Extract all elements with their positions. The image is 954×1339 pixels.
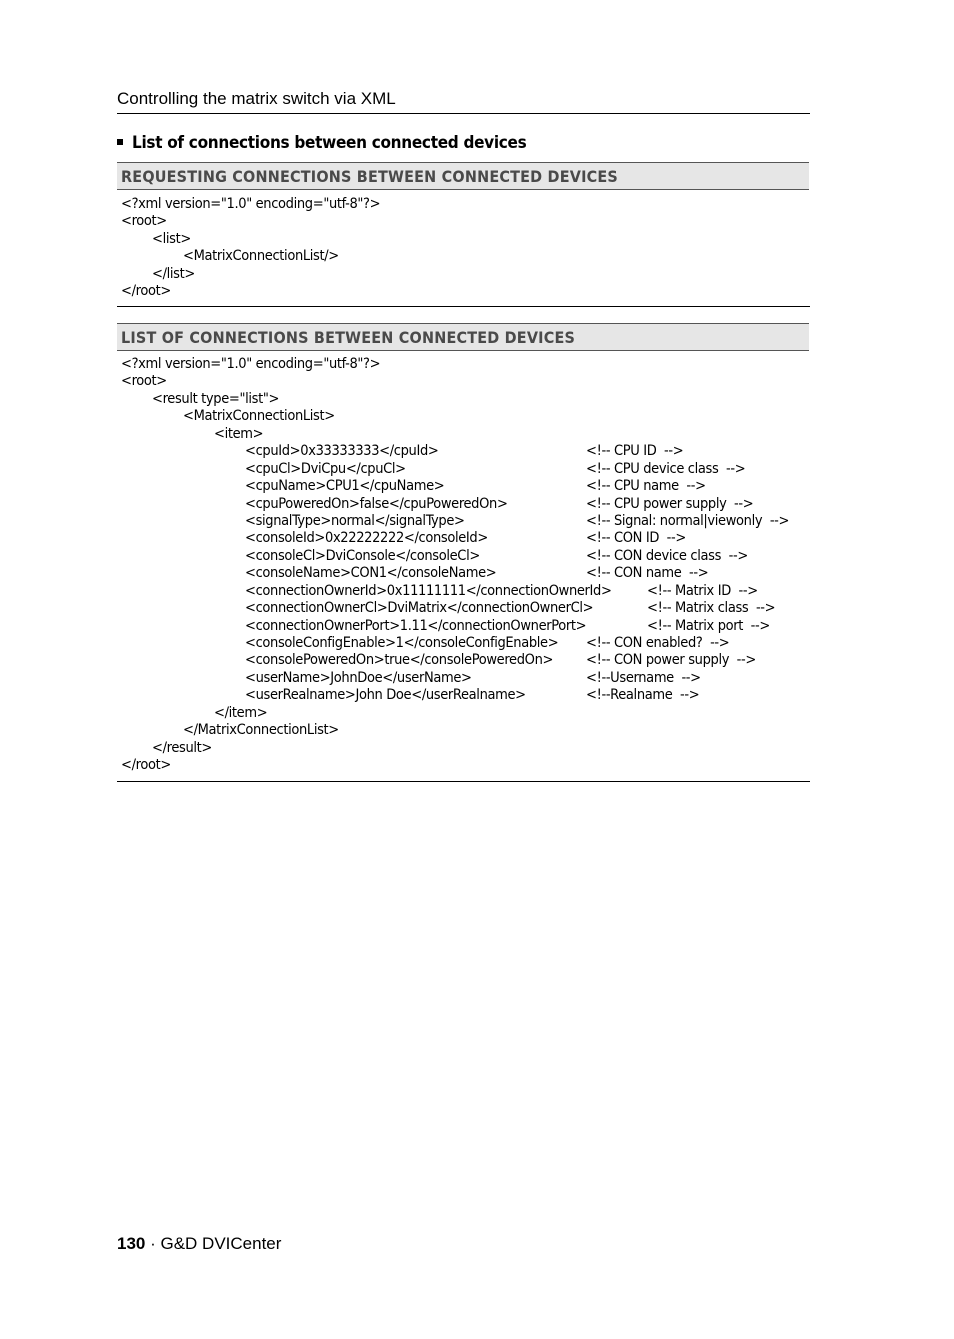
code-text: <MatrixConnectionList/>: [183, 248, 339, 265]
code-comment: <!--Username -->: [586, 669, 701, 686]
code-line: [117, 283, 810, 300]
code-line: [117, 600, 810, 617]
code-comment: <!-- Matrix port -->: [647, 617, 770, 634]
code-line: [117, 213, 810, 230]
code-line: [117, 478, 810, 495]
code-line: [117, 705, 810, 722]
code-text: <cpuPoweredOn>false</cpuPoweredOn>: [245, 495, 508, 512]
code-text: </item>: [214, 704, 268, 721]
code-line: [117, 757, 810, 774]
code-text: <connectionOwnerCl>DviMatrix</connectionOwnerCl>: [245, 600, 594, 617]
code-text: <root>: [121, 213, 167, 230]
running-title: Controlling the matrix switch via XML: [117, 89, 396, 108]
code-line: [117, 266, 810, 283]
code-text: </result>: [152, 739, 212, 756]
code-text: <consoleId>0x22222222</consoleId>: [245, 530, 488, 547]
code-text: <consolePoweredOn>true</consolePoweredOn>: [245, 652, 554, 669]
code-comment: <!-- CON name -->: [586, 565, 709, 582]
bullet-square-icon: [117, 139, 123, 145]
request-code-block: [117, 196, 810, 307]
code-text: <item>: [214, 425, 264, 442]
page-number: 130: [117, 1234, 146, 1253]
code-text: <connectionOwnerPort>1.11</connectionOwnerPort>: [245, 617, 587, 634]
code-comment: <!-- CON device class -->: [586, 547, 748, 564]
code-line: [117, 652, 810, 669]
section-title-text: List of connections between connected devices: [132, 133, 527, 153]
section-title: [117, 133, 526, 153]
code-line: [117, 548, 810, 565]
code-line: [117, 687, 810, 704]
code-line: [117, 373, 810, 390]
page-footer: [117, 1234, 281, 1254]
code-line: [117, 196, 810, 213]
code-line: [117, 618, 810, 635]
code-text: <MatrixConnectionList>: [183, 408, 335, 425]
code-line: [117, 231, 810, 248]
code-line: [117, 670, 810, 687]
code-text: </MatrixConnectionList>: [183, 722, 339, 739]
code-text: <cpuName>CPU1</cpuName>: [245, 478, 445, 495]
request-box-heading: REQUESTING CONNECTIONS BETWEEN CONNECTED DEVICES: [117, 162, 809, 190]
code-text: <userName>JohnDoe</userName>: [245, 669, 472, 686]
response-box-heading: LIST OF CONNECTIONS BETWEEN CONNECTED DEVICES: [117, 323, 809, 351]
code-text: <consoleConfigEnable>1</consoleConfigEnable>: [245, 635, 559, 651]
code-line: [117, 496, 810, 513]
code-line: [117, 565, 810, 582]
code-comment: <!-- Matrix ID -->: [647, 582, 758, 599]
code-text: <userRealname>John Doe</userRealname>: [245, 687, 526, 704]
code-text: <result type="list">: [152, 390, 280, 407]
code-text: <connectionOwnerId>0x11111111</connectionOwnerId>: [245, 582, 612, 599]
code-line: [117, 530, 810, 547]
code-line: [117, 248, 810, 265]
code-comment: <!-- CON power supply -->: [586, 652, 756, 669]
code-text: <cpuCl>DviCpu</cpuCl>: [245, 460, 406, 477]
code-text: <root>: [121, 373, 167, 390]
footer-product: G&D DVICenter: [160, 1234, 282, 1253]
code-text: <consoleName>CON1</consoleName>: [245, 565, 497, 582]
code-text: <consoleCl>DviConsole</consoleCl>: [245, 547, 480, 564]
code-line: [117, 426, 810, 443]
code-text: <?xml version="1.0" encoding="utf-8"?>: [121, 356, 381, 372]
code-comment: <!-- CON enabled? -->: [586, 635, 730, 651]
footer-separator: ·: [145, 1234, 161, 1253]
code-line: [117, 356, 810, 373]
code-comment: <!-- CPU power supply -->: [586, 495, 754, 512]
code-comment: <!-- Matrix class -->: [647, 600, 776, 617]
code-text: <list>: [152, 230, 191, 247]
running-header: [117, 88, 810, 114]
code-text: </root>: [121, 283, 171, 300]
code-line: [117, 391, 810, 408]
code-line: [117, 443, 810, 460]
code-line: [117, 722, 810, 739]
code-text: </root>: [121, 757, 171, 774]
code-line: [117, 461, 810, 478]
code-line: [117, 408, 810, 425]
code-text: <?xml version="1.0" encoding="utf-8"?>: [121, 196, 381, 212]
code-line: [117, 635, 810, 652]
code-comment: <!-- Signal: normal|viewonly -->: [586, 512, 790, 529]
code-comment: <!-- CPU ID -->: [586, 443, 684, 460]
code-comment: <!-- CON ID -->: [586, 530, 686, 547]
code-comment: <!--Realname -->: [586, 687, 700, 704]
code-text: </list>: [152, 265, 195, 282]
code-text: <signalType>normal</signalType>: [245, 512, 465, 529]
response-code-block: [117, 356, 810, 782]
code-comment: <!-- CPU device class -->: [586, 460, 746, 477]
code-line: [117, 583, 810, 600]
code-line: [117, 740, 810, 757]
code-comment: <!-- CPU name -->: [586, 478, 706, 495]
code-text: <cpuId>0x33333333</cpuId>: [245, 443, 439, 460]
code-line: [117, 513, 810, 530]
